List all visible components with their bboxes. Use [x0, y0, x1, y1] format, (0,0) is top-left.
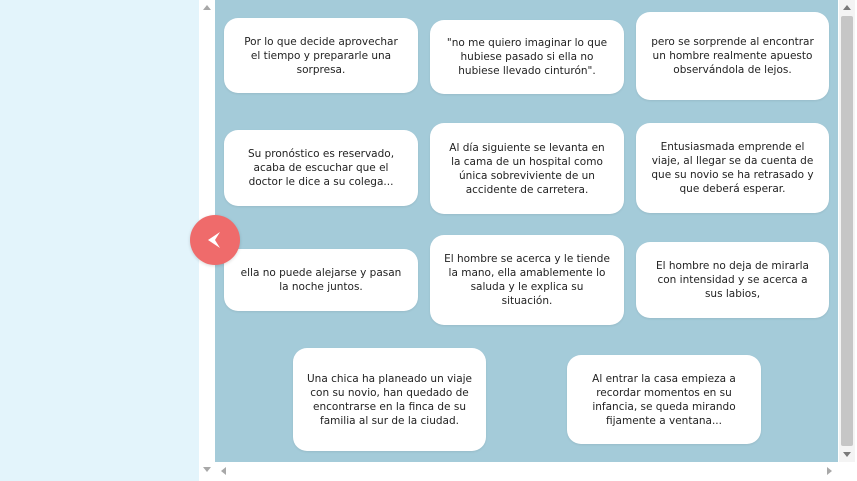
scroll-down-arrow-icon[interactable] [203, 467, 211, 472]
story-card[interactable] [224, 130, 418, 206]
story-card[interactable] [224, 249, 418, 311]
bottom-scrollbar[interactable] [215, 462, 838, 481]
story-card-text: El hombre se acerca y le tiende la mano, ella amablemente lo saluda y le explica su situación. [444, 253, 610, 307]
story-card[interactable] [636, 123, 829, 213]
story-card-text: Al entrar la casa empieza a recordar momentos en su infancia, se queda mirando fijamente a ventana... [592, 372, 736, 427]
story-card[interactable] [567, 355, 761, 444]
back-button[interactable] [190, 215, 240, 265]
scroll-left-arrow-icon[interactable] [221, 467, 226, 475]
story-card[interactable] [430, 123, 624, 214]
story-card-text: Una chica ha planeado un viaje con su novio, han quedado de encontrarse en la finca de su familia al sur de la ciudad. [307, 372, 473, 427]
story-canvas [215, 0, 838, 462]
chevron-left-icon [203, 228, 227, 252]
scroll-up-arrow-icon[interactable] [203, 5, 211, 10]
story-card-text: Su pronóstico es reservado, acaba de escuchar que el doctor le dice a su colega... [247, 148, 395, 188]
scroll-up-arrow-icon[interactable] [843, 5, 851, 10]
story-card-text: Por lo que decide aprovechar el tiempo y prepararle una sorpresa. [244, 35, 398, 76]
story-card-text: "no me quiero imaginar lo que hubiese pasado si ella no hubiese llevado cinturón". [446, 37, 608, 77]
scrollbar-thumb[interactable] [841, 16, 853, 446]
story-card[interactable] [430, 235, 624, 325]
story-card-text: Al día siguiente se levanta en la cama de un hospital como única sobreviviente de un accidente de carretera. [449, 141, 605, 196]
story-card-text: ella no puede alejarse y pasan la noche juntos. [240, 267, 402, 293]
scroll-down-arrow-icon[interactable] [843, 452, 851, 457]
story-card-text: Entusiasmada emprende el viaje, al llegar se da cuenta de que su novio se ha retrasado y que deberá esperar. [651, 141, 814, 195]
scroll-right-arrow-icon[interactable] [827, 467, 832, 475]
story-card-text: El hombre no deja de mirarla con intensidad y se acerca a sus labios, [655, 260, 809, 300]
story-card[interactable] [224, 18, 418, 93]
story-card-text: pero se sorprende al encontrar un hombre realmente apuesto observándola de lejos. [651, 36, 814, 76]
right-scrollbar[interactable] [838, 0, 857, 481]
story-card[interactable] [636, 242, 829, 318]
story-card[interactable] [430, 20, 624, 94]
left-panel [0, 0, 199, 481]
story-card[interactable] [636, 12, 829, 100]
story-card[interactable] [293, 348, 486, 451]
